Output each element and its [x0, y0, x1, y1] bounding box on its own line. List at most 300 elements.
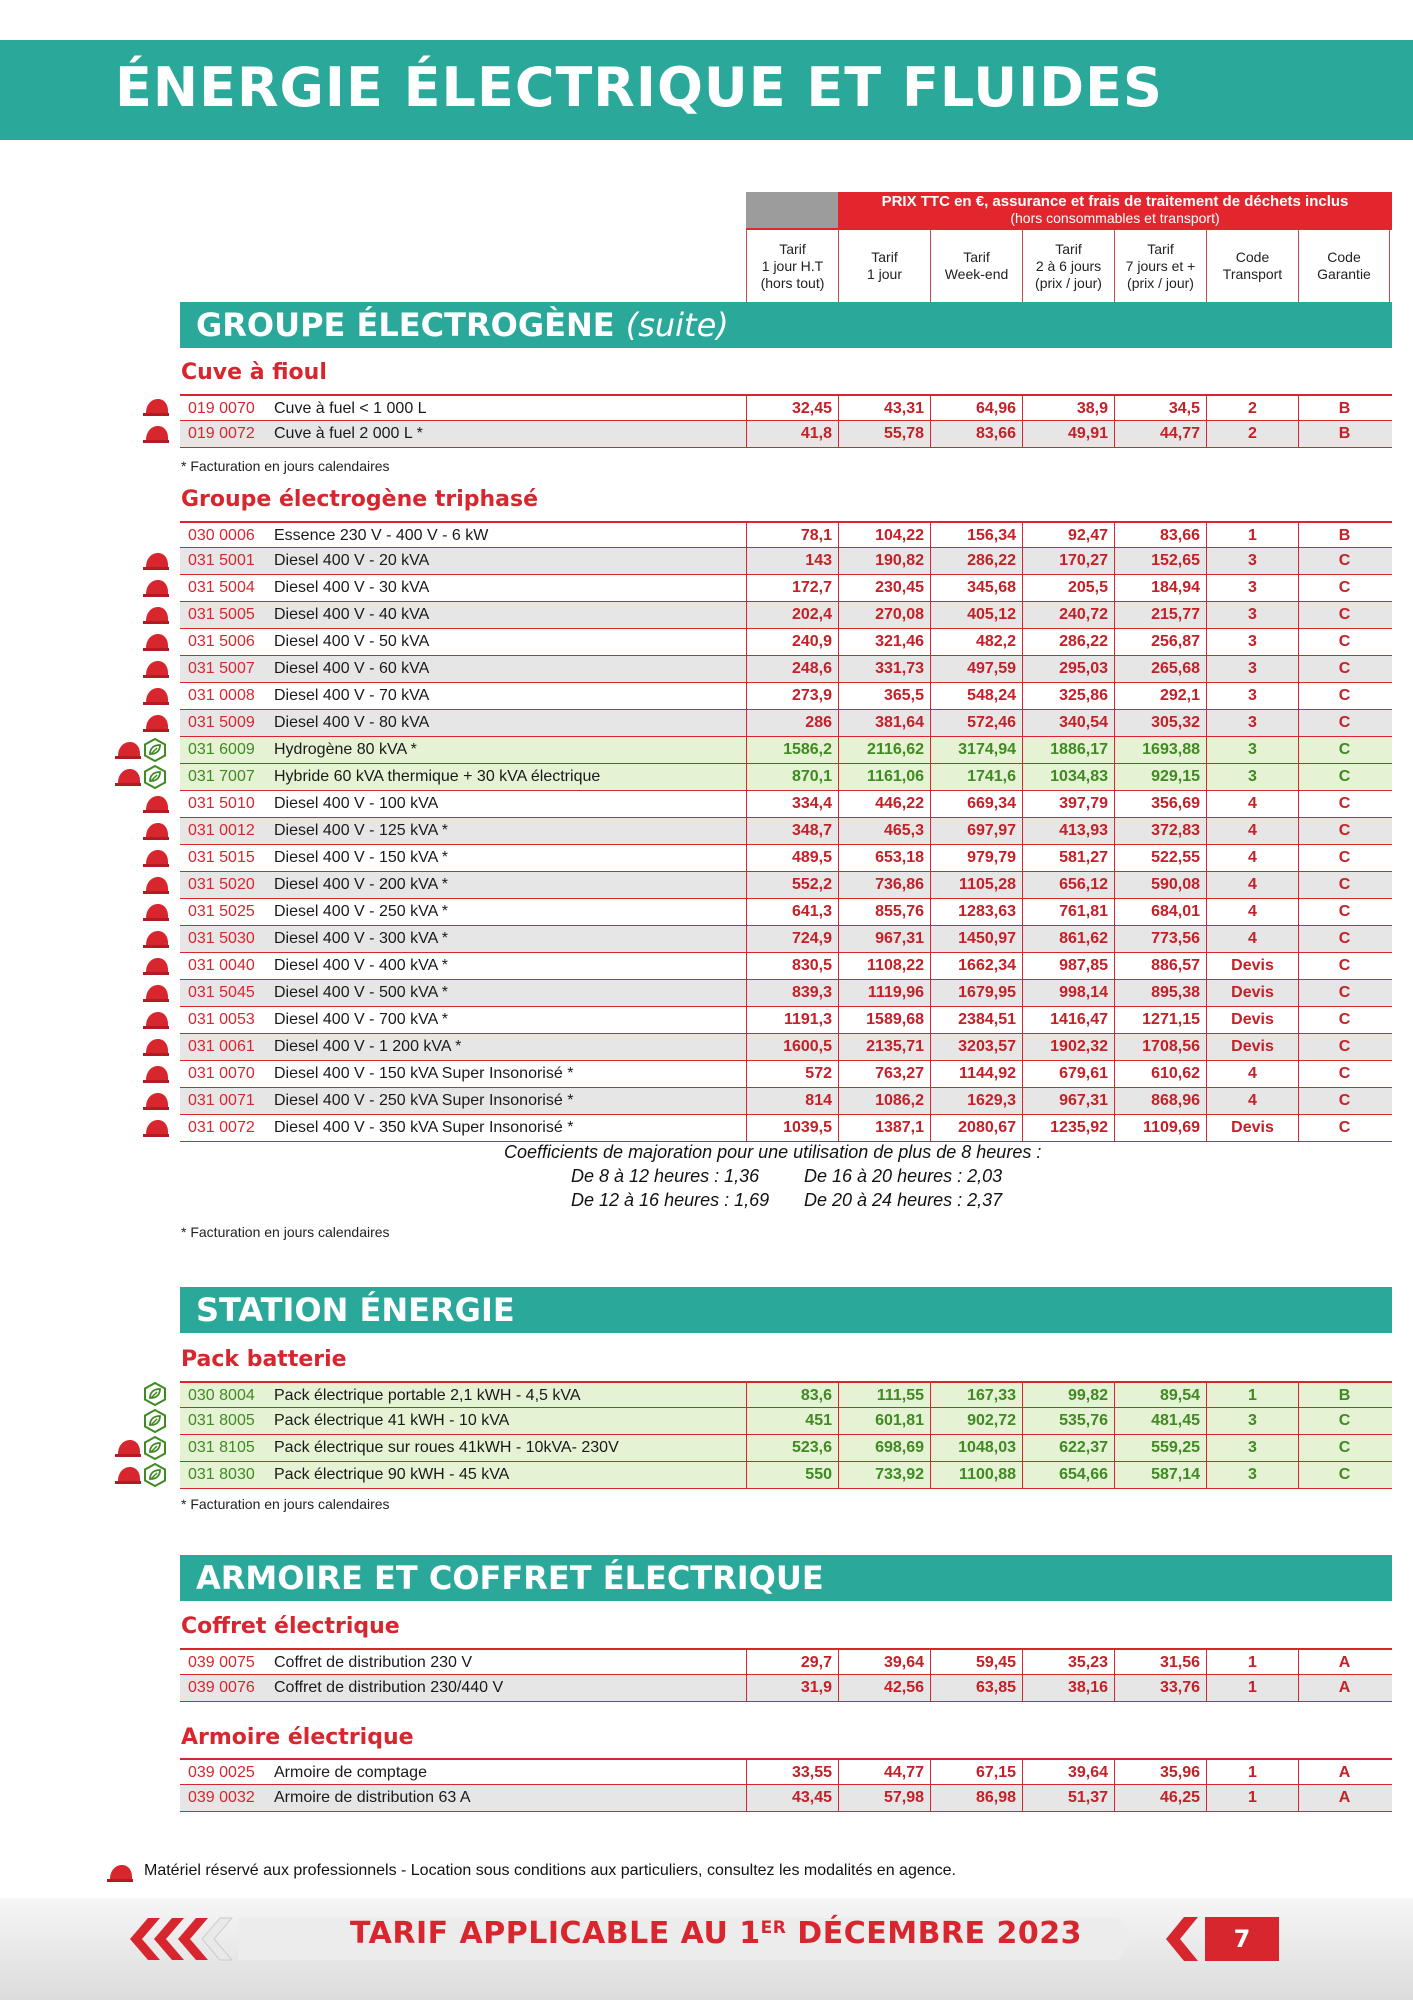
code-cell: 4: [1206, 899, 1298, 925]
table-row: [180, 818, 1392, 845]
chevron-arrows-icon: [1164, 1917, 1208, 1961]
item-reference: 019 0070: [188, 400, 255, 417]
hard-hat-icon: [142, 712, 170, 734]
hard-hat-icon: [142, 1090, 170, 1112]
item-description: Diesel 400 V - 250 kVA Super Insonorisé *: [274, 1092, 574, 1109]
price-cell: 855,76: [838, 899, 930, 925]
price-cell: 653,18: [838, 845, 930, 871]
column-label-line: Tarif: [1147, 240, 1174, 257]
hard-hat-icon: [142, 1036, 170, 1058]
price-cell: 240,9: [746, 629, 838, 655]
price-cell: 679,61: [1022, 1061, 1114, 1087]
price-cell: 156,34: [930, 523, 1022, 549]
table-row: [180, 737, 1392, 764]
item-reference: 031 5020: [188, 876, 255, 893]
item-reference: 031 0040: [188, 957, 255, 974]
price-cell: 654,66: [1022, 1462, 1114, 1488]
table-row: [180, 899, 1392, 926]
column-label-line: 2 à 6 jours: [1035, 257, 1102, 274]
price-cell: 33,55: [746, 1760, 838, 1786]
price-cell: 548,24: [930, 683, 1022, 709]
code-cell: C: [1298, 953, 1390, 979]
price-cell: 1100,88: [930, 1462, 1022, 1488]
price-cell: 78,1: [746, 523, 838, 549]
price-cell: 1589,68: [838, 1007, 930, 1033]
column-label-line: Transport: [1222, 266, 1283, 282]
price-cell: 49,91: [1022, 421, 1114, 447]
table-row: [180, 1034, 1392, 1061]
table-row: [180, 683, 1392, 710]
code-cell: 1: [1206, 1760, 1298, 1786]
price-cell: 172,7: [746, 575, 838, 601]
footer-note: Matériel réservé aux professionnels - Location sous conditions aux particuliers, consultez les modalités en agence.: [144, 1862, 956, 1879]
code-cell: C: [1298, 980, 1390, 1006]
item-description: Diesel 400 V - 70 kVA: [274, 687, 430, 704]
price-cell: 356,69: [1114, 791, 1206, 817]
item-reference: 031 5009: [188, 714, 255, 731]
hard-hat-icon: [114, 1464, 142, 1486]
code-cell: C: [1298, 602, 1390, 628]
code-cell: C: [1298, 764, 1390, 790]
price-cell: 190,82: [838, 548, 930, 574]
price-cell: 31,9: [746, 1675, 838, 1701]
subsection-title: Coffret électrique: [181, 1614, 400, 1639]
table-row: [180, 1435, 1392, 1462]
table-row: [180, 1758, 1392, 1785]
code-cell: 3: [1206, 710, 1298, 736]
price-cell: 44,77: [1114, 421, 1206, 447]
hard-hat-icon: [142, 1063, 170, 1085]
table-row: [180, 548, 1392, 575]
code-cell: B: [1298, 421, 1390, 447]
price-cell: 1235,92: [1022, 1115, 1114, 1141]
price-cell: 481,45: [1114, 1408, 1206, 1434]
price-cell: 895,38: [1114, 980, 1206, 1006]
price-cell: 46,25: [1114, 1785, 1206, 1811]
item-description: Diesel 400 V - 20 kVA: [274, 552, 430, 569]
coefficient-item: De 12 à 16 heures : 1,69: [571, 1190, 770, 1210]
footnote: * Facturation en jours calendaires: [181, 1496, 390, 1512]
column-label-line: Code: [1327, 249, 1361, 265]
price-cell: 1161,06: [838, 764, 930, 790]
price-cell: 44,77: [838, 1760, 930, 1786]
price-cell: 733,92: [838, 1462, 930, 1488]
section-title: [196, 302, 729, 348]
code-cell: C: [1298, 629, 1390, 655]
price-cell: 465,3: [838, 818, 930, 844]
price-cell: 861,62: [1022, 926, 1114, 952]
item-description: Coffret de distribution 230 V: [274, 1654, 473, 1671]
price-cell: 143: [746, 548, 838, 574]
item-reference: 039 0076: [188, 1679, 255, 1696]
price-cell: 523,6: [746, 1435, 838, 1461]
column-label-line: (hors tout): [760, 274, 825, 291]
section-title-text: ARMOIRE ET COFFRET ÉLECTRIQUE: [196, 1559, 824, 1597]
code-cell: C: [1298, 575, 1390, 601]
leaf-badge-icon: [143, 1436, 167, 1460]
code-cell: 3: [1206, 629, 1298, 655]
code-cell: C: [1298, 1408, 1390, 1434]
code-cell: C: [1298, 1088, 1390, 1114]
price-cell: 397,79: [1022, 791, 1114, 817]
item-reference: 031 5001: [188, 552, 255, 569]
hard-hat-icon: [142, 423, 170, 445]
price-cell: 451: [746, 1408, 838, 1434]
code-cell: C: [1298, 1034, 1390, 1060]
price-cell: 1048,03: [930, 1435, 1022, 1461]
column-label: [746, 230, 838, 302]
hard-hat-icon: [142, 604, 170, 626]
price-cell: 34,5: [1114, 396, 1206, 422]
price-cell: 39,64: [838, 1650, 930, 1676]
price-cell: 43,45: [746, 1785, 838, 1811]
price-cell: 1108,22: [838, 953, 930, 979]
page-title: ÉNERGIE ÉLECTRIQUE ET FLUIDES: [115, 56, 1163, 119]
code-cell: 4: [1206, 791, 1298, 817]
item-description: Hydrogène 80 kVA *: [274, 741, 417, 758]
code-cell: C: [1298, 1435, 1390, 1461]
price-cell: 215,77: [1114, 602, 1206, 628]
item-description: Diesel 400 V - 50 kVA: [274, 633, 430, 650]
price-cell: 41,8: [746, 421, 838, 447]
code-cell: 3: [1206, 1435, 1298, 1461]
leaf-badge-icon: [143, 1409, 167, 1433]
column-label-line: Garantie: [1317, 266, 1371, 282]
price-cell: 205,5: [1022, 575, 1114, 601]
price-cell: 270,08: [838, 602, 930, 628]
price-cell: 581,27: [1022, 845, 1114, 871]
header-corner: [746, 192, 838, 228]
price-cell: 1662,34: [930, 953, 1022, 979]
code-cell: 4: [1206, 872, 1298, 898]
price-cell: 33,76: [1114, 1675, 1206, 1701]
price-cell: 979,79: [930, 845, 1022, 871]
price-cell: 202,4: [746, 602, 838, 628]
price-cell: 2116,62: [838, 737, 930, 763]
price-cell: 83,6: [746, 1383, 838, 1409]
price-cell: 170,27: [1022, 548, 1114, 574]
item-reference: 039 0025: [188, 1764, 255, 1781]
table-row: [180, 1061, 1392, 1088]
page-number: 7: [1205, 1917, 1279, 1961]
price-cell: 273,9: [746, 683, 838, 709]
price-cell: 814: [746, 1088, 838, 1114]
section-title: [196, 1287, 515, 1333]
hard-hat-icon: [142, 901, 170, 923]
table-row: [180, 1675, 1392, 1702]
table-row: [180, 1648, 1392, 1675]
price-cell: 3174,94: [930, 737, 1022, 763]
code-cell: Devis: [1206, 1007, 1298, 1033]
item-description: Diesel 400 V - 700 kVA *: [274, 1011, 449, 1028]
table-row: [180, 980, 1392, 1007]
table-row: [180, 872, 1392, 899]
hard-hat-icon: [142, 631, 170, 653]
code-cell: 3: [1206, 548, 1298, 574]
price-cell: 83,66: [930, 421, 1022, 447]
code-cell: B: [1298, 396, 1390, 422]
column-label-line: (prix / jour): [1127, 274, 1194, 291]
price-cell: 35,23: [1022, 1650, 1114, 1676]
price-cell: 552,2: [746, 872, 838, 898]
table-row: [180, 521, 1392, 548]
price-cell: 3203,57: [930, 1034, 1022, 1060]
price-cell: 43,31: [838, 396, 930, 422]
table-row: [180, 394, 1392, 421]
item-reference: 031 0070: [188, 1065, 255, 1082]
price-cell: 292,1: [1114, 683, 1206, 709]
item-reference: 031 8030: [188, 1466, 255, 1483]
price-cell: 830,5: [746, 953, 838, 979]
price-cell: 601,81: [838, 1408, 930, 1434]
price-cell: 987,85: [1022, 953, 1114, 979]
price-cell: 29,7: [746, 1650, 838, 1676]
section-title-text: GROUPE ÉLECTROGÈNE: [196, 306, 615, 344]
price-cell: 656,12: [1022, 872, 1114, 898]
price-cell: 763,27: [838, 1061, 930, 1087]
table-row: [180, 710, 1392, 737]
leaf-badge-icon: [143, 1463, 167, 1487]
price-cell: 38,16: [1022, 1675, 1114, 1701]
hard-hat-icon: [142, 982, 170, 1004]
item-description: Diesel 400 V - 40 kVA: [274, 606, 430, 623]
hard-hat-icon: [142, 550, 170, 572]
price-cell: 348,7: [746, 818, 838, 844]
price-cell: 286: [746, 710, 838, 736]
price-cell: 67,15: [930, 1760, 1022, 1786]
price-cell: 92,47: [1022, 523, 1114, 549]
footer-title: TARIF APPLICABLE AU 1ER DÉCEMBRE 2023: [350, 1916, 1082, 1951]
item-reference: 031 5006: [188, 633, 255, 650]
item-reference: 030 0006: [188, 527, 255, 544]
coefficient-item: De 8 à 12 heures : 1,36: [571, 1166, 760, 1186]
price-cell: 1693,88: [1114, 737, 1206, 763]
item-description: Diesel 400 V - 250 kVA *: [274, 903, 449, 920]
price-cell: 321,46: [838, 629, 930, 655]
footnote: * Facturation en jours calendaires: [181, 458, 390, 474]
item-description: Diesel 400 V - 200 kVA *: [274, 876, 449, 893]
price-cell: 1416,47: [1022, 1007, 1114, 1033]
column-label-line: Code: [1235, 249, 1270, 265]
item-reference: 031 5045: [188, 984, 255, 1001]
price-cell: 381,64: [838, 710, 930, 736]
code-cell: 1: [1206, 1675, 1298, 1701]
price-cell: 522,55: [1114, 845, 1206, 871]
item-description: Hybride 60 kVA thermique + 30 kVA électrique: [274, 768, 601, 785]
price-cell: 55,78: [838, 421, 930, 447]
price-cell: 870,1: [746, 764, 838, 790]
price-cell: 83,66: [1114, 523, 1206, 549]
price-cell: 57,98: [838, 1785, 930, 1811]
code-cell: 1: [1206, 1650, 1298, 1676]
price-cell: 1600,5: [746, 1034, 838, 1060]
item-description: Diesel 400 V - 150 kVA *: [274, 849, 449, 866]
hard-hat-icon: [142, 396, 170, 418]
table-row: [180, 421, 1392, 448]
price-cell: 32,45: [746, 396, 838, 422]
table-row: [180, 1381, 1392, 1408]
section-title: [196, 1555, 824, 1601]
price-cell: 489,5: [746, 845, 838, 871]
code-cell: 1: [1206, 1383, 1298, 1409]
item-reference: 031 8005: [188, 1412, 255, 1429]
item-reference: 039 0032: [188, 1789, 255, 1806]
item-description: Diesel 400 V - 500 kVA *: [274, 984, 449, 1001]
price-cell: 2384,51: [930, 1007, 1022, 1033]
price-cell: 761,81: [1022, 899, 1114, 925]
table-row: [180, 656, 1392, 683]
column-labels: [746, 228, 1392, 300]
price-cell: 1586,2: [746, 737, 838, 763]
code-cell: A: [1298, 1785, 1390, 1811]
code-cell: Devis: [1206, 1034, 1298, 1060]
column-label: [1206, 230, 1298, 302]
price-cell: 372,83: [1114, 818, 1206, 844]
table-row: [180, 575, 1392, 602]
price-cell: 295,03: [1022, 656, 1114, 682]
price-cell: 773,56: [1114, 926, 1206, 952]
hard-hat-icon: [142, 874, 170, 896]
item-description: Coffret de distribution 230/440 V: [274, 1679, 504, 1696]
price-cell: 1283,63: [930, 899, 1022, 925]
code-cell: Devis: [1206, 953, 1298, 979]
price-cell: 51,37: [1022, 1785, 1114, 1811]
item-reference: 031 5015: [188, 849, 255, 866]
price-cell: 240,72: [1022, 602, 1114, 628]
code-cell: 3: [1206, 764, 1298, 790]
hard-hat-icon: [114, 1437, 142, 1459]
price-cell: 256,87: [1114, 629, 1206, 655]
price-cell: 1679,95: [930, 980, 1022, 1006]
hard-hat-icon: [142, 928, 170, 950]
code-cell: C: [1298, 548, 1390, 574]
code-cell: 2: [1206, 421, 1298, 447]
item-reference: 039 0075: [188, 1654, 255, 1671]
code-cell: Devis: [1206, 980, 1298, 1006]
price-cell: 669,34: [930, 791, 1022, 817]
item-description: Diesel 400 V - 30 kVA: [274, 579, 430, 596]
code-cell: C: [1298, 845, 1390, 871]
code-cell: A: [1298, 1675, 1390, 1701]
section-title-text: STATION ÉNERGIE: [196, 1291, 515, 1329]
price-cell: 724,9: [746, 926, 838, 952]
price-cell: 1039,5: [746, 1115, 838, 1141]
code-cell: 3: [1206, 602, 1298, 628]
table-row: [180, 629, 1392, 656]
item-description: Diesel 400 V - 300 kVA *: [274, 930, 449, 947]
item-reference: 031 6009: [188, 741, 255, 758]
price-cell: 111,55: [838, 1383, 930, 1409]
item-reference: 031 0053: [188, 1011, 255, 1028]
code-cell: 3: [1206, 737, 1298, 763]
price-header-main: PRIX TTC en €, assurance et frais de traitement de déchets inclus: [881, 193, 1349, 210]
column-label-line: Tarif: [963, 249, 990, 265]
price-cell: 684,01: [1114, 899, 1206, 925]
price-cell: 929,15: [1114, 764, 1206, 790]
price-cell: 184,94: [1114, 575, 1206, 601]
coefficients-title: Coefficients de majoration pour une utilisation de plus de 8 heures :: [504, 1142, 1042, 1162]
code-cell: B: [1298, 523, 1390, 549]
code-cell: B: [1298, 1383, 1390, 1409]
code-cell: C: [1298, 791, 1390, 817]
price-cell: 998,14: [1022, 980, 1114, 1006]
price-cell: 31,56: [1114, 1650, 1206, 1676]
section-title-suffix: (suite): [625, 306, 729, 344]
code-cell: 3: [1206, 656, 1298, 682]
price-cell: 1741,6: [930, 764, 1022, 790]
hard-hat-icon: [142, 793, 170, 815]
price-cell: 902,72: [930, 1408, 1022, 1434]
item-reference: 031 5007: [188, 660, 255, 677]
item-reference: 031 5025: [188, 903, 255, 920]
item-description: Pack électrique sur roues 41kWH - 10kVA- 230V: [274, 1439, 619, 1456]
hard-hat-icon: [142, 658, 170, 680]
code-cell: 4: [1206, 1088, 1298, 1114]
price-cell: 1902,32: [1022, 1034, 1114, 1060]
price-cell: 325,86: [1022, 683, 1114, 709]
price-cell: 59,45: [930, 1650, 1022, 1676]
table-row: [180, 1007, 1392, 1034]
item-description: Diesel 400 V - 350 kVA Super Insonorisé *: [274, 1119, 574, 1136]
price-cell: 698,69: [838, 1435, 930, 1461]
leaf-badge-icon: [143, 1382, 167, 1406]
code-cell: 3: [1206, 683, 1298, 709]
price-cell: 1191,3: [746, 1007, 838, 1033]
subsection-title: Groupe électrogène triphasé: [181, 487, 539, 512]
item-description: Diesel 400 V - 80 kVA: [274, 714, 430, 731]
price-cell: 104,22: [838, 523, 930, 549]
price-cell: 340,54: [1022, 710, 1114, 736]
hard-hat-icon: [142, 1009, 170, 1031]
chevron-arrows-icon: [128, 1914, 238, 1964]
table-row: [180, 791, 1392, 818]
price-cell: 1119,96: [838, 980, 930, 1006]
table-row: [180, 1408, 1392, 1435]
price-cell: 967,31: [838, 926, 930, 952]
hard-hat-icon: [142, 1117, 170, 1139]
price-cell: 1086,2: [838, 1088, 930, 1114]
hard-hat-icon: [106, 1862, 134, 1884]
item-reference: 031 5030: [188, 930, 255, 947]
price-cell: 1629,3: [930, 1088, 1022, 1114]
price-cell: 331,73: [838, 656, 930, 682]
code-cell: A: [1298, 1760, 1390, 1786]
price-cell: 152,65: [1114, 548, 1206, 574]
item-description: Pack électrique 90 kWH - 45 kVA: [274, 1466, 510, 1483]
code-cell: 3: [1206, 1408, 1298, 1434]
price-cell: 622,37: [1022, 1435, 1114, 1461]
price-header: [838, 192, 1392, 228]
column-label-line: Tarif: [871, 249, 898, 265]
subsection-title: Armoire électrique: [181, 1725, 414, 1750]
item-reference: 031 5004: [188, 579, 255, 596]
price-cell: 365,5: [838, 683, 930, 709]
price-cell: 535,76: [1022, 1408, 1114, 1434]
price-cell: 1708,56: [1114, 1034, 1206, 1060]
item-description: Cuve à fuel < 1 000 L: [274, 400, 427, 417]
column-label-line: Tarif: [779, 240, 806, 257]
table-row: [180, 1785, 1392, 1812]
code-cell: 3: [1206, 575, 1298, 601]
column-label-line: (prix / jour): [1035, 274, 1102, 291]
item-description: Diesel 400 V - 1 200 kVA *: [274, 1038, 462, 1055]
price-cell: 286,22: [1022, 629, 1114, 655]
hard-hat-icon: [114, 766, 142, 788]
price-cell: 99,82: [1022, 1383, 1114, 1409]
price-cell: 230,45: [838, 575, 930, 601]
item-description: Cuve à fuel 2 000 L *: [274, 425, 423, 442]
price-cell: 446,22: [838, 791, 930, 817]
